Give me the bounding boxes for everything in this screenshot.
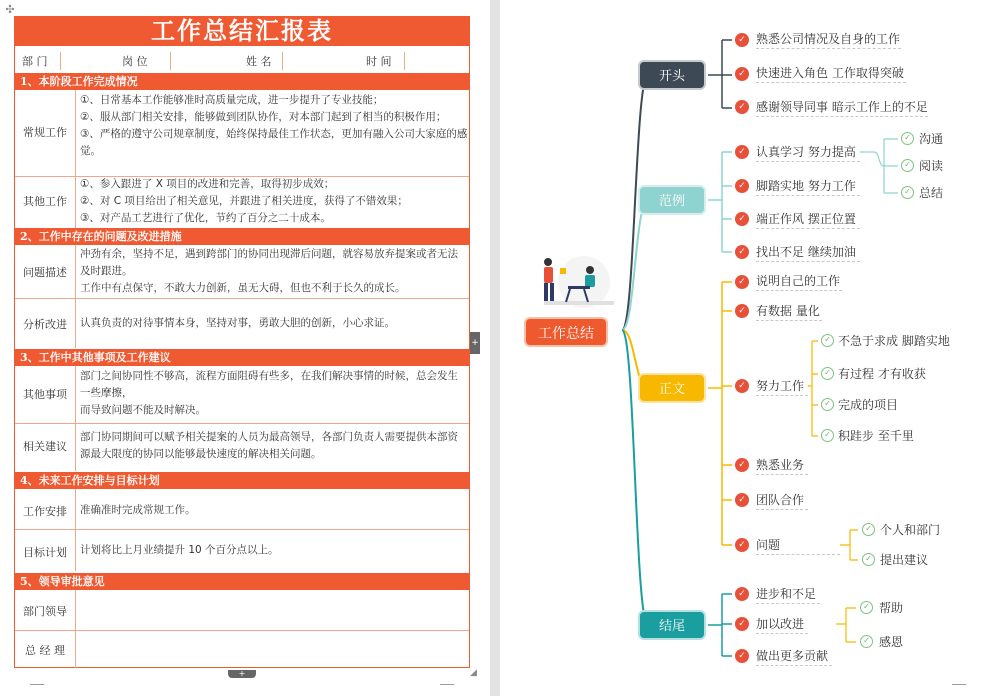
routine-item-1: ①、日常基本工作能够准时高质量完成，进一步提升了专业技能； xyxy=(80,94,384,106)
check-circle-icon: ✓ xyxy=(862,523,875,536)
routine-item-3: ③、严格的遵守公司规章制度，始终保持最佳工作状态，更加有融入公司大家庭的感觉。 xyxy=(80,128,468,157)
plan-item-1: 准确准时完成常规工作。 xyxy=(80,504,196,516)
check-circle-icon: ✓ xyxy=(901,186,914,199)
node-problem-sub-1[interactable]: 个人和部门 xyxy=(880,523,941,537)
check-icon: ✓ xyxy=(735,245,749,259)
time-label: 时 间 xyxy=(366,55,392,68)
row-text-analysis xyxy=(80,315,468,332)
target-item-1: 计划将比上月业绩提升 10 个百分点以上。 xyxy=(80,544,279,556)
node-b4-2[interactable]: 加以改进 xyxy=(756,617,805,631)
divider xyxy=(15,423,469,424)
node-b2-sub-2[interactable]: 阅读 xyxy=(919,159,944,173)
header-row xyxy=(14,53,470,70)
check-circle-icon: ✓ xyxy=(901,132,914,145)
check-icon: ✓ xyxy=(735,67,749,81)
check-circle-icon: ✓ xyxy=(821,367,834,380)
underline xyxy=(756,395,808,396)
problem-item-2: 工作中有点保守，不敢大力创新，虽无大碍，但也不利于长久的成长。 xyxy=(80,282,406,294)
check-icon: ✓ xyxy=(735,493,749,507)
underline xyxy=(756,290,842,291)
resize-corner-icon[interactable]: ◢ xyxy=(470,668,477,678)
check-icon: ✓ xyxy=(735,587,749,601)
check-icon: ✓ xyxy=(735,100,749,114)
underline xyxy=(756,509,808,510)
underline xyxy=(756,665,832,666)
node-b4-sub-1[interactable]: 帮助 xyxy=(879,601,904,615)
section-5-header: 5、领导审批意见 xyxy=(14,573,470,590)
row-text-target xyxy=(80,542,468,559)
resize-handle-bottom[interactable]: + xyxy=(228,670,256,678)
check-icon: ✓ xyxy=(735,179,749,193)
other-item-2: ②、对 C 项目给出了相关意见，并跟进了相关进度，获得了不错效果； xyxy=(80,195,408,207)
row-label-problem: 问题描述 xyxy=(23,266,67,279)
branch-fanli[interactable]: 范例 xyxy=(638,185,706,215)
underline xyxy=(756,116,928,117)
section-2-header: 2、工作中存在的问题及改进措施 xyxy=(14,228,470,245)
check-icon: ✓ xyxy=(735,212,749,226)
check-circle-icon: ✓ xyxy=(901,159,914,172)
underline xyxy=(756,228,860,229)
corner-mark xyxy=(440,684,454,694)
node-b3-2[interactable]: 有数据 量化 xyxy=(756,304,820,318)
check-circle-icon: ✓ xyxy=(860,601,873,614)
node-b2-3[interactable]: 端正作风 摆正位置 xyxy=(756,212,856,226)
section-1-header: 1、本阶段工作完成情况 xyxy=(14,73,470,90)
page-gap xyxy=(490,0,500,696)
row-text-plan xyxy=(80,502,468,519)
node-b3-6[interactable]: 问题 xyxy=(756,538,781,552)
divider xyxy=(404,52,405,70)
underline xyxy=(756,48,901,49)
routine-item-2: ②、服从部门相关安排，能够做到团队协作，对本部门起到了相当的积极作用； xyxy=(80,111,447,123)
row-label-other: 其他工作 xyxy=(23,195,67,208)
check-icon: ✓ xyxy=(735,649,749,663)
row-label-plan: 工作安排 xyxy=(23,505,67,518)
divider xyxy=(282,52,283,70)
problem-item-1: 冲劲有余，坚持不足，遇到跨部门的协同出现滞后问题，就容易放弃提案或者无法及时跟进。 xyxy=(80,248,458,277)
check-icon: ✓ xyxy=(735,33,749,47)
underline xyxy=(756,603,820,604)
check-icon: ✓ xyxy=(735,458,749,472)
other-item-3: ③、对产品工艺进行了优化，节约了百分之二十成本。 xyxy=(80,212,331,224)
divider xyxy=(75,489,76,571)
analysis-item-1: 认真负责的对待事情本身，坚持对事，勇敢大胆的创新，小心求证。 xyxy=(80,317,395,329)
node-b3-3[interactable]: 努力工作 xyxy=(756,379,805,393)
node-b4-sub-2[interactable]: 感恩 xyxy=(879,635,904,649)
node-b1-2[interactable]: 快速进入角色 工作取得突破 xyxy=(756,66,904,80)
divider xyxy=(15,529,469,530)
section-3-header: 3、工作中其他事项及工作建议 xyxy=(14,349,470,366)
row-text-problem xyxy=(80,246,468,297)
row-text-other xyxy=(80,176,468,227)
check-icon: ✓ xyxy=(735,275,749,289)
divider xyxy=(75,366,76,471)
row-label-gm: 总 经 理 xyxy=(25,644,65,657)
otheritem-item-2: 而导致问题不能及时解决。 xyxy=(80,404,206,416)
underline xyxy=(756,474,808,475)
underline xyxy=(756,320,822,321)
divider xyxy=(75,90,76,228)
dept-label: 部 门 xyxy=(22,55,48,68)
check-circle-icon: ✓ xyxy=(821,429,834,442)
check-circle-icon: ✓ xyxy=(821,334,834,347)
branch-kaitou[interactable]: 开头 xyxy=(638,60,706,90)
center-node[interactable]: 工作总结 xyxy=(524,317,608,347)
check-icon: ✓ xyxy=(735,379,749,393)
branch-jiewei[interactable]: 结尾 xyxy=(638,610,706,640)
divider xyxy=(15,298,469,299)
right-page xyxy=(500,0,995,696)
node-b2-sub-3[interactable]: 总结 xyxy=(919,186,944,200)
name-label: 姓 名 xyxy=(246,55,272,68)
move-handle-icon[interactable]: ✣ xyxy=(5,3,15,16)
resize-handle-right[interactable]: + xyxy=(470,332,480,354)
node-b4-3[interactable]: 做出更多贡献 xyxy=(756,649,829,663)
left-page xyxy=(0,0,490,696)
report-title: 工作总结汇报表 xyxy=(14,16,470,46)
node-problem-sub-2[interactable]: 提出建议 xyxy=(880,553,929,567)
branch-zhengwen[interactable]: 正文 xyxy=(638,373,706,403)
section-4-header: 4、未来工作安排与目标计划 xyxy=(14,472,470,489)
other-item-1: ①、参入跟进了 X 项目的改进和完善，取得初步成效； xyxy=(80,178,335,190)
corner-mark xyxy=(952,684,966,694)
divider xyxy=(170,52,171,70)
row-text-advice xyxy=(80,429,468,463)
node-b3-1[interactable]: 说明自己的工作 xyxy=(756,274,841,288)
otheritem-item-1: 部门之间协同性不够高，流程方面阻碍有些多，在我们解决事情的时候，总会发生一些摩擦， xyxy=(80,370,458,399)
underline xyxy=(756,261,860,262)
check-circle-icon: ✓ xyxy=(860,635,873,648)
node-b1-3[interactable]: 感谢领导同事 暗示工作上的不足 xyxy=(756,100,928,114)
node-b2-sub-1[interactable]: 沟通 xyxy=(919,132,944,146)
people-illustration-icon xyxy=(544,256,614,308)
node-work-sub-4[interactable]: 积跬步 至千里 xyxy=(838,429,914,443)
row-label-leader: 部门领导 xyxy=(23,605,67,618)
check-circle-icon: ✓ xyxy=(821,398,834,411)
node-work-sub-3[interactable]: 完成的项目 xyxy=(838,398,899,412)
underline xyxy=(756,633,808,634)
row-label-other-item: 其他事项 xyxy=(23,388,67,401)
row-label-analysis: 分析改进 xyxy=(23,318,67,331)
check-icon: ✓ xyxy=(735,145,749,159)
underline xyxy=(756,195,860,196)
underline xyxy=(756,554,840,555)
node-b2-1[interactable]: 认真学习 努力提高 xyxy=(756,145,856,159)
divider xyxy=(75,245,76,348)
check-icon: ✓ xyxy=(735,617,749,631)
check-icon: ✓ xyxy=(735,304,749,318)
node-work-sub-1[interactable]: 不急于求成 脚踏实地 xyxy=(838,334,950,348)
check-icon: ✓ xyxy=(735,538,749,552)
divider xyxy=(15,630,469,631)
underline xyxy=(756,82,906,83)
node-b2-2[interactable]: 脚踏实地 努力工作 xyxy=(756,179,856,193)
node-b2-4[interactable]: 找出不足 继续加油 xyxy=(756,245,856,259)
underline xyxy=(756,161,860,162)
divider xyxy=(75,590,76,668)
row-label-routine: 常规工作 xyxy=(23,126,67,139)
node-work-sub-2[interactable]: 有过程 才有收获 xyxy=(838,367,926,381)
advice-item-1: 部门协同期间可以赋予相关提案的人员为最高领导，各部门负责人需要提供本部资源最大限度的协同以能够最快速度的解决相关问题。 xyxy=(80,431,458,460)
node-b4-1[interactable]: 进步和不足 xyxy=(756,587,817,601)
corner-mark xyxy=(30,684,44,694)
position-label: 岗 位 xyxy=(122,55,148,68)
row-text-other-item xyxy=(80,368,468,419)
node-b3-4[interactable]: 熟悉业务 xyxy=(756,458,805,472)
row-label-target: 目标计划 xyxy=(23,546,67,559)
row-label-advice: 相关建议 xyxy=(23,440,67,453)
row-text-routine xyxy=(80,92,468,160)
check-circle-icon: ✓ xyxy=(862,553,875,566)
divider xyxy=(60,52,61,70)
node-b1-1[interactable]: 熟悉公司情况及自身的工作 xyxy=(756,32,901,46)
node-b3-5[interactable]: 团队合作 xyxy=(756,493,805,507)
